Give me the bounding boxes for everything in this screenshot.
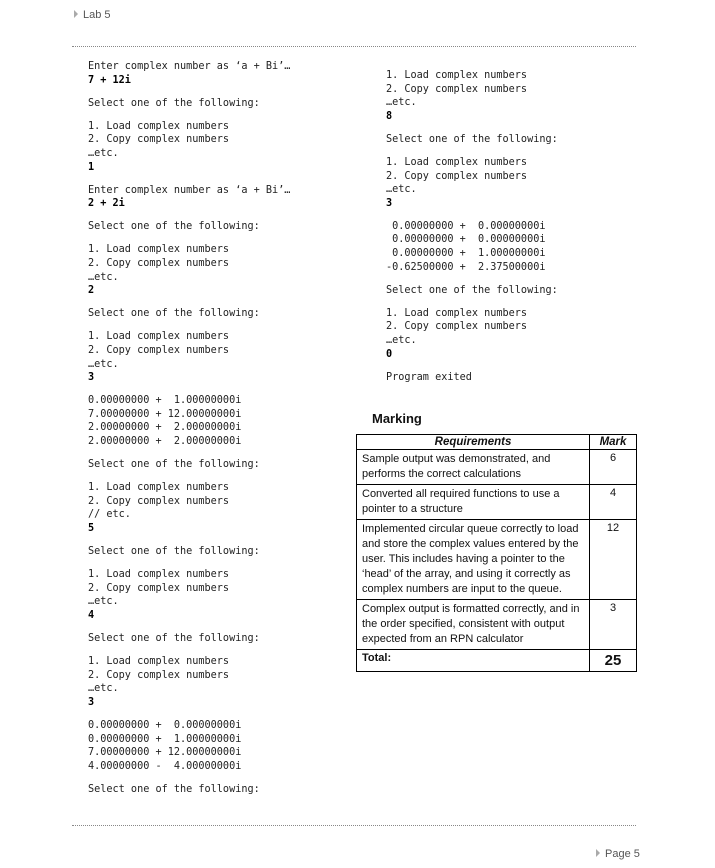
console-line: 0.00000000 + 0.00000000i [386, 220, 546, 232]
line-gap [88, 646, 290, 656]
footer-page: Page 5 [605, 848, 640, 860]
total-label: Total: [357, 650, 590, 672]
line-gap [88, 110, 290, 120]
line-gap [88, 773, 290, 783]
user-input-line: 0 [386, 348, 393, 360]
triangle-icon [596, 849, 600, 857]
console-line: 2. Copy complex numbers [88, 495, 230, 507]
console-line: …etc. [386, 335, 417, 346]
console-line: 1. Load complex numbers [386, 70, 528, 81]
console-line: 2.00000000 + 2.00000000i [88, 422, 242, 434]
console-line: 2. Copy complex numbers [88, 669, 230, 681]
mark-cell: 4 [590, 485, 637, 520]
console-line: Select one of the following: [88, 97, 260, 109]
console-line: …etc. [386, 97, 417, 109]
console-line: 1. Load complex numbers [88, 656, 230, 668]
console-line: …etc. [88, 358, 119, 370]
console-line: …etc. [88, 147, 119, 159]
console-line: Select one of the following: [88, 546, 260, 558]
table-row [357, 520, 637, 600]
line-gap [88, 211, 290, 221]
mark-cell: 3 [590, 600, 637, 650]
console-output-right [386, 69, 558, 384]
user-input-line: 3 [88, 372, 95, 384]
console-line: 7.00000000 + 12.00000000i [88, 747, 242, 759]
marking-table [356, 434, 637, 672]
line-gap [88, 536, 290, 546]
console-line: 1. Load complex numbers [386, 307, 528, 319]
page-header [74, 9, 111, 21]
console-line: 2. Copy complex numbers [386, 83, 528, 95]
requirements-header: Requirements [357, 435, 590, 450]
line-gap [88, 623, 290, 633]
line-gap [88, 449, 290, 459]
line-gap [88, 174, 290, 184]
line-gap [88, 87, 290, 97]
table-row [357, 600, 637, 650]
total-row [357, 650, 637, 672]
console-line: Select one of the following: [88, 633, 260, 645]
console-line: Select one of the following: [88, 308, 260, 320]
line-gap [88, 321, 290, 331]
line-gap [88, 298, 290, 308]
console-line: 2. Copy complex numbers [386, 321, 528, 333]
line-gap [88, 234, 290, 244]
console-line: 0.00000000 + 0.00000000i [88, 720, 242, 732]
console-line: 0.00000000 + 0.00000000i [386, 234, 546, 246]
console-line: 1. Load complex numbers [88, 569, 230, 581]
console-line: 7.00000000 + 12.00000000i [88, 408, 242, 420]
line-gap [88, 559, 290, 569]
mark-header: Mark [590, 435, 637, 450]
console-line: Select one of the following: [386, 284, 558, 296]
console-line: 1. Load complex numbers [88, 482, 230, 494]
console-line: 2.00000000 + 2.00000000i [88, 436, 242, 448]
line-gap [88, 710, 290, 720]
console-line: 1. Load complex numbers [88, 120, 230, 132]
console-line: 2. Copy complex numbers [88, 134, 230, 146]
console-line: 1. Load complex numbers [88, 331, 230, 343]
console-line: Select one of the following: [88, 221, 260, 233]
line-gap [386, 146, 558, 156]
console-line: …etc. [386, 184, 417, 196]
console-line: …etc. [88, 683, 119, 695]
top-divider [72, 46, 636, 47]
user-input-line: 4 [88, 610, 95, 621]
console-line: …etc. [88, 271, 119, 283]
line-gap [386, 123, 558, 133]
console-line: …etc. [88, 596, 119, 608]
table-row [357, 450, 637, 485]
triangle-icon [74, 10, 78, 18]
console-line: 2. Copy complex numbers [88, 258, 230, 270]
console-line: 2. Copy complex numbers [386, 170, 528, 182]
user-input-line: 2 + 2i [88, 198, 125, 210]
line-gap [386, 274, 558, 284]
console-line: 4.00000000 - 4.00000000i [88, 760, 242, 772]
console-line: 0.00000000 + 1.00000000i [386, 248, 546, 260]
requirement-cell: Implemented circular queue correctly to load and store the complex values entered by the user. This includes having a pointer to the ‘head’ of the array, and using it correctly as complex numbers are input to the queue. [357, 520, 590, 600]
console-line: Select one of the following: [386, 133, 558, 145]
user-input-line: 5 [88, 523, 95, 535]
user-input-line: 3 [88, 696, 95, 708]
console-line: 1. Load complex numbers [386, 156, 528, 168]
total-value: 25 [590, 650, 637, 672]
user-input-line: 8 [386, 110, 393, 122]
requirement-cell: Complex output is formatted correctly, and in the order specified, consistent with output expected from an RPN calculator [357, 600, 590, 650]
requirement-cell: Sample output was demonstrated, and performs the correct calculations [357, 450, 590, 485]
line-gap [386, 361, 558, 371]
console-line: 2. Copy complex numbers [88, 582, 230, 594]
page-footer [596, 848, 640, 860]
line-gap [88, 385, 290, 395]
header-title: Lab 5 [83, 9, 111, 21]
console-line: Enter complex number as ‘a + Bi’… [88, 184, 291, 196]
console-line: 2. Copy complex numbers [88, 345, 230, 356]
user-input-line: 7 + 12i [88, 74, 131, 86]
mark-cell: 12 [590, 520, 637, 600]
console-line: // etc. [88, 509, 131, 521]
mark-cell: 6 [590, 450, 637, 485]
table-header-row [357, 435, 637, 450]
console-line: -0.62500000 + 2.37500000i [386, 261, 546, 273]
bottom-divider [72, 825, 636, 826]
console-output-left [88, 60, 290, 797]
console-line: Program exited [386, 371, 472, 383]
console-line: Enter complex number as ‘a + Bi’… [88, 61, 291, 72]
console-line: Select one of the following: [88, 783, 260, 795]
user-input-line: 1 [88, 161, 95, 173]
line-gap [386, 297, 558, 307]
requirement-cell: Converted all required functions to use a pointer to a structure [357, 485, 590, 520]
user-input-line: 2 [88, 285, 95, 297]
table-row [357, 485, 637, 520]
console-line: 1. Load complex numbers [88, 244, 230, 256]
user-input-line: 3 [386, 197, 393, 209]
console-line: Select one of the following: [88, 459, 260, 471]
line-gap [386, 210, 558, 220]
line-gap [88, 472, 290, 482]
marking-heading: Marking [372, 411, 422, 426]
console-line: 0.00000000 + 1.00000000i [88, 733, 242, 745]
console-line: 0.00000000 + 1.00000000i [88, 395, 242, 407]
